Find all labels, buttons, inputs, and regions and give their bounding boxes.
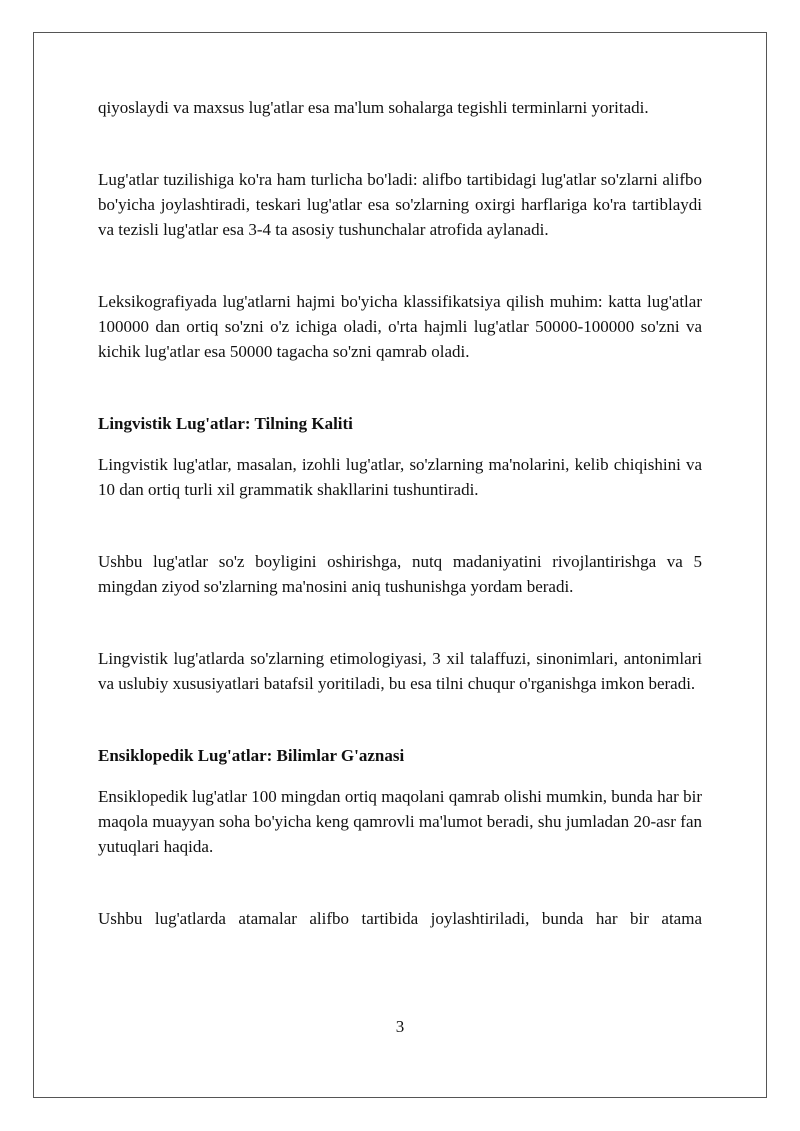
paragraph-intro-continued: qiyoslaydi va maxsus lug'atlar esa ma'lum sohalarga tegishli terminlarni yoritadi. — [98, 98, 649, 117]
paragraph-linguistic-2: Ushbu lug'atlar so'z boyligini oshirishga, nutq madaniyatini rivojlantirishga va 5 mingdan ziyod so'zlarning ma'nosini aniq tushunishga yordam beradi. — [98, 552, 702, 596]
section-heading-encyclopedic: Ensiklopedik Lug'atlar: Bilimlar G'aznasi — [98, 746, 405, 765]
paragraph-structure: Lug'atlar tuzilishiga ko'ra ham turlicha bo'ladi: alifbo tartibidagi lug'atlar so'zlarni alifbo bo'yicha joylashtiradi, teskari lug'atlar esa so'zlarning oxirgi harflariga ko'ra tartiblaydi va tezisli lug'atlar esa 3-4 ta asosiy tushunchalar atrofida aylanadi. — [98, 170, 702, 239]
paragraph-encyclopedic-2: Ushbu lug'atlarda atamalar alifbo tartibida joylashtiriladi, bunda har bir atama — [98, 909, 702, 928]
document-body — [98, 95, 702, 931]
paragraph-encyclopedic-1: Ensiklopedik lug'atlar 100 mingdan ortiq maqolani qamrab olishi mumkin, bunda har bir maqola muayyan soha bo'yicha keng qamrovli ma'lumot beradi, shu jumladan 20-asr fan yutuqlari haqida. — [98, 787, 702, 856]
paragraph-volume-classification: Leksikografiyada lug'atlarni hajmi bo'yicha klassifikatsiya qilish muhim: katta lug'atlar 100000 dan ortiq so'zni o'z ichiga oladi, o'rta hajmli lug'atlar 50000-100000 so'zni va kichik lug'atlar esa 50000 tagacha so'zni qamrab oladi. — [98, 292, 702, 361]
paragraph-linguistic-1: Lingvistik lug'atlar, masalan, izohli lug'atlar, so'zlarning ma'nolarini, kelib chiqishini va 10 dan ortiq turli xil grammatik shakllarini tushuntiradi. — [98, 455, 702, 499]
section-heading-linguistic: Lingvistik Lug'atlar: Tilning Kaliti — [98, 414, 353, 433]
page-number: 3 — [395, 1017, 405, 1036]
paragraph-linguistic-3: Lingvistik lug'atlarda so'zlarning etimologiyasi, 3 xil talaffuzi, sinonimlari, antonimlari va uslubiy xususiyatlari batafsil yoritiladi, bu esa tilni chuqur o'rganishga imkon beradi. — [98, 649, 702, 693]
